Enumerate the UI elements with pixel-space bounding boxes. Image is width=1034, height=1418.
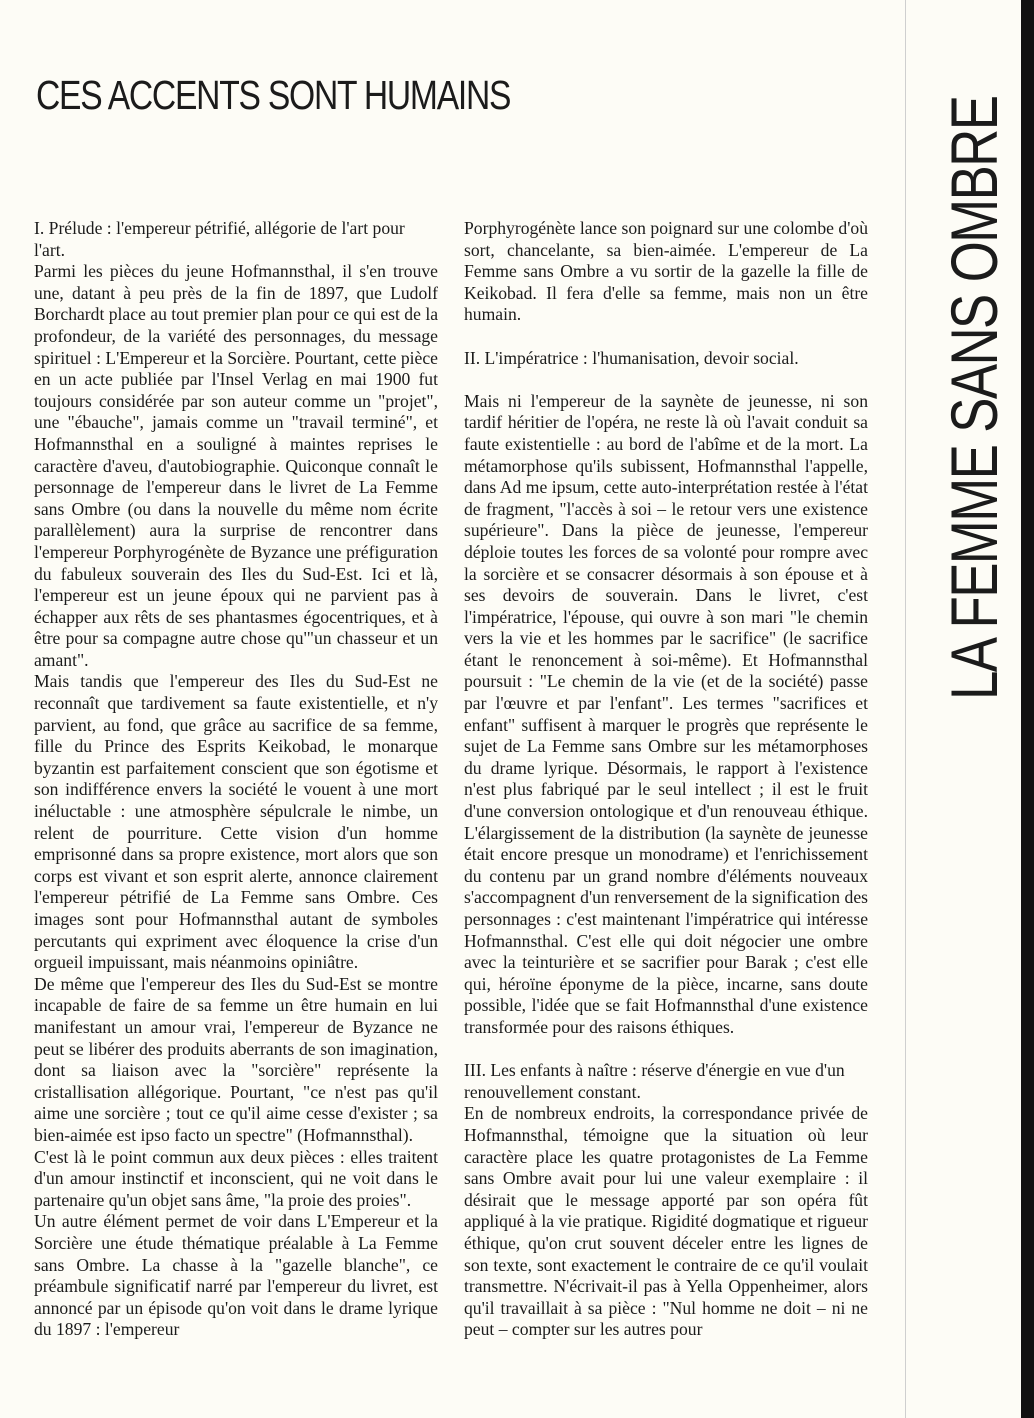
body-paragraph: Porphyrogénète lance son poignard sur une colombe d'où sort, chancelante, sa bien-aimée. L'empereur de La Femme sans Ombre a vu sortir de la gazelle la fille de Keikobad. Il fera d'elle sa femme, mais non un être humain. <box>464 218 868 325</box>
section-heading: II. L'impératrice : l'humanisation, devoir social. <box>464 347 799 368</box>
paragraph-spacer <box>464 1039 868 1061</box>
vertical-title-text: LA FEMME SANS OMBRE <box>937 96 1011 700</box>
left-text-column <box>34 218 438 1341</box>
black-edge-strip <box>1021 0 1034 1418</box>
body-paragraph: Mais ni l'empereur de la saynète de jeunesse, ni son tardif héritier de l'opéra, ne reste là où l'avait conduit sa faute existentielle : au bord de l'abîme et de la mort. La métamorphose qu'ils subissent, Hofmannsthal l'appelle, dans Ad me ipsum, cette auto-interprétation restée à l'état de fragment, "l'accès à soi – le retour vers une existence supérieure". Dans la pièce de jeunesse, l'empereur déploie toutes les forces de sa volonté pour rompre avec la sorcière et se consacrer désormais à son épouse et à ses devoirs de souverain. Dans le livret, c'est l'impératrice, l'épouse, qui ouvre à son mari "le chemin vers la vie et les hommes par le sacrifice" (le sacrifice étant le renoncement à soi-même). Et Hofmannsthal poursuit : "Le chemin de la vie (et de la société) passe par l'œuvre et par l'enfant". Les termes "sacrifices et enfant" suffisent à marquer le progrès que représente le sujet de La Femme sans Ombre sur les métamorphoses du drame lyrique. Désormais, le rapport à l'existence n'est plus fabriqué par le seul intellect ; il est le fruit d'une conversion ontologique et d'un renouveau éthique. L'élargissement de la distribution (la saynète de jeunesse était encore presque un monodrame) et l'enrichissement du contenu par un grand nombre d'éléments nouveaux s'accompagnent d'un renversement de la signification des personnages : c'est maintenant l'impératrice qui intéresse Hofmannsthal. C'est elle qui doit négocier une ombre avec la teinturière et se sacrifier pour Barak ; c'est elle qui, héroïne éponyme de la pièce, incarne, sans doute possible, l'idée que se fait Hofmannsthal d'une existence transformée pour des raisons éthiques. <box>464 390 868 1037</box>
body-paragraph: Un autre élément permet de voir dans L'Empereur et la Sorcière une étude thématique préalable à La Femme sans Ombre. La chasse à la "gazelle blanche", ce préambule significatif narré par l'empereur du livret, est annoncé par un épisode qu'on voit dans le drame lyrique du 1897 : l'empereur <box>34 1211 438 1340</box>
section-heading: I. Prélude : l'empereur pétrifié, allégorie de l'art pour l'art. <box>34 218 405 260</box>
paragraph-spacer <box>464 369 868 391</box>
paragraph-spacer <box>464 326 868 348</box>
vertical-title <box>937 0 1011 700</box>
page-title: CES ACCENTS SONT HUMAINS <box>36 72 511 118</box>
right-text-column <box>464 218 868 1341</box>
body-paragraph: Parmi les pièces du jeune Hofmannsthal, il s'en trouve une, datant à peu près de la fin de 1897, que Ludolf Borchardt place au tout premier plan pour ce qui est de la profondeur, de la variété des personnages, du message spirituel : L'Empereur et la Sorcière. Pourtant, cette pièce en un acte publiée par l'Insel Verlag en mai 1900 fut toujours considérée par son auteur comme un "projet", une "ébauche", jamais comme un "travail terminé", et Hofmannsthal en a souligné à maintes reprises le caractère d'aveu, d'autobiographie. Quiconque connaît le personnage de l'empereur dans le livret de La Femme sans Ombre (ou dans la nouvelle du même nom écrite parallèlement) aura la surprise de rencontrer dans l'empereur Porphyrogénète de Byzance une préfiguration du fabuleux souverain des Iles du Sud-Est. Ici et là, l'empereur est un jeune époux qui ne parvient pas à échapper aux rêts de ses phantasmes égocentriques, et à être pour sa compagne autre chose qu'"un chasseur et un amant". <box>34 261 439 670</box>
body-paragraph: En de nombreux endroits, la correspondance privée de Hofmannsthal, témoigne que la situation où leur caractère place les quatre protagonistes de La Femme sans Ombre avait pour lui une valeur exemplaire : il désirait que le message apporté par son opéra fût appliqué à la vie pratique. Rigidité dogmatique et rigueur éthique, qu'on crut souvent déceler entre les lignes de son texte, sont exactement le contraire de ce qu'il voulait transmettre. N'écrivait-il pas à Yella Oppenheimer, alors qu'il travaillait à sa pièce : "Nul homme ne doit – ni ne peut – compter sur les autres pour <box>464 1103 868 1340</box>
body-paragraph: C'est là le point commun aux deux pièces : elles traitent d'un amour instinctif et inconscient, qui ne voit dans le partenaire qu'un objet sans âme, "la proie des proies". <box>34 1146 438 1210</box>
body-paragraph: Mais tandis que l'empereur des Iles du Sud-Est ne reconnaît que tardivement sa faute existentielle, et n'y parvient, au fond, que grâce au sacrifice de sa femme, fille du Prince des Esprits Keikobad, le monarque byzantin est parfaitement conscient que son égotisme et son indifférence envers la société le vouent à une mort inéluctable : une atmosphère sépulcrale le nimbe, un relent de pourriture. Cette vision d'un homme emprisonné dans sa propre existence, mort alors que son corps est vivant et son esprit alerte, annonce clairement l'empereur pétrifié de La Femme sans Ombre. Ces images sont pour Hofmannsthal autant de symboles percutants qui expriment avec éloquence la crise d'un orgueil impuissant, mais néanmoins opiniâtre. <box>34 671 438 973</box>
body-paragraph: De même que l'empereur des Iles du Sud-Est se montre incapable de faire de sa femme un être humain en lui manifestant un amour vrai, l'empereur de Byzance ne peut se libérer des produits aberrants de son imagination, dont sa liaison avec la "sorcière" représente la cristallisation allégorique. Pourtant, "ce n'est pas qu'il aime une sorcière ; tout ce qu'il aime cesse d'exister ; sa bien-aimée est ipso facto un spectre" (Hofmannsthal). <box>34 973 438 1145</box>
section-heading: III. Les enfants à naître : réserve d'énergie en vue d'un renouvellement constant. <box>464 1060 845 1102</box>
